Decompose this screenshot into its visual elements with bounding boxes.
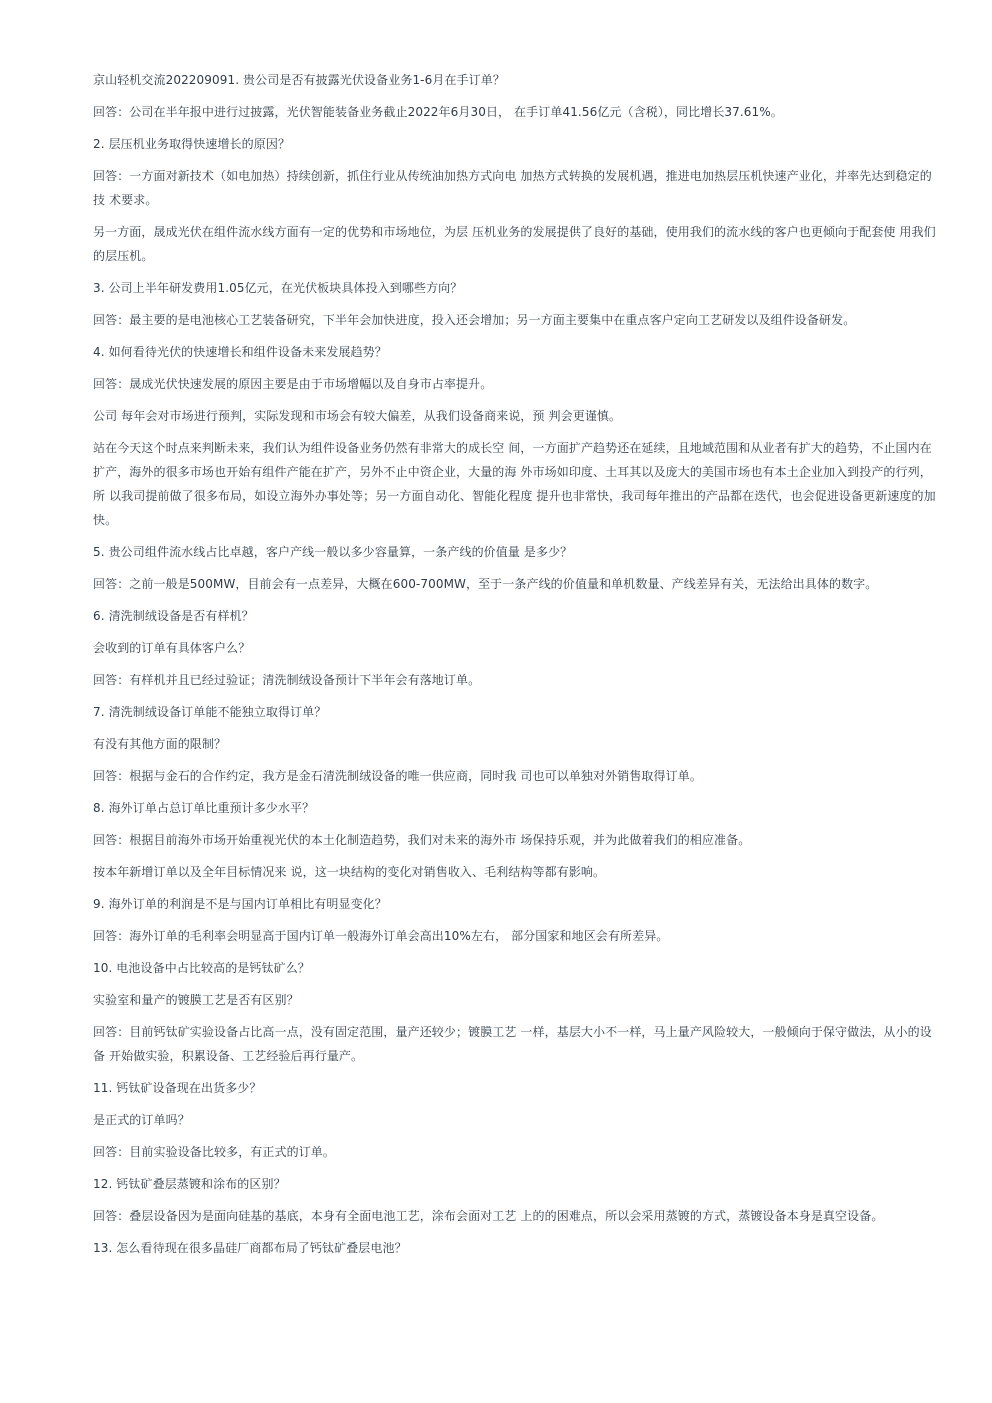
paragraph: 13. 怎么看待现在很多晶硅厂商都布局了钙钛矿叠层电池？ xyxy=(93,1241,407,1255)
paragraph: 8. 海外订单占总订单比重预计多少水平？ xyxy=(93,801,315,815)
paragraph: 回答：一方面对新技术（如电加热）持续创新，抓住行业从传统油加热方式向电 加热方式转换的发展机遇，推进电加热层压机快速产业化，并率先达到稳定的技 术要求。 xyxy=(93,169,932,207)
paragraph: 回答：根据与金石的合作约定，我方是金石清洗制绒设备的唯一供应商，同时我 司也可以单独对外销售取得订单。 xyxy=(93,769,702,783)
paragraph: 按本年新增订单以及全年目标情况来 说，这一块结构的变化对销售收入、毛利结构等都有影响。 xyxy=(93,865,606,879)
paragraph: 回答：公司在半年报中进行过披露，光伏智能装备业务截止2022年6月30日， 在手订单41.56亿元（含税），同比增长37.61%。 xyxy=(93,105,783,119)
paragraph: 11. 钙钛矿设备现在出货多少？ xyxy=(93,1081,262,1095)
paragraph: 9. 海外订单的利润是不是与国内订单相比有明显变化？ xyxy=(93,897,387,911)
paragraph: 站在今天这个时点来判断未来，我们认为组件设备业务仍然有非常大的成长空 间，一方面扩产趋势还在延续，且地域范围和从业者有扩大的趋势，不止国内在 扩产，海外的很多市场也开始有组件产能在扩产，另外不止中资企业，大量的海 外市场如印度、土耳其以及庞大的美国市场也有本土企业加入到投产的行列，所 以我司提前做了很多布局，如设立海外办事处等；另一方面自动化、智能化程度 提升也非常快，我司每年推出的产品都在迭代，也会促进设备更新速度的加快。 xyxy=(93,441,936,527)
paragraph: 回答：目前实验设备比较多，有正式的订单。 xyxy=(93,1145,336,1159)
paragraph: 回答：晟成光伏快速发展的原因主要是由于市场增幅以及自身市占率提升。 xyxy=(93,377,493,391)
paragraph: 实验室和量产的镀膜工艺是否有区别？ xyxy=(93,993,299,1007)
paragraph: 回答：有样机并且已经过验证；清洗制绒设备预计下半年会有落地订单。 xyxy=(93,673,481,687)
paragraph: 是正式的订单吗？ xyxy=(93,1113,190,1127)
paragraph: 2. 层压机业务取得快速增长的原因？ xyxy=(93,137,291,151)
paragraph: 回答：海外订单的毛利率会明显高于国内订单一般海外订单会高出10%左右， 部分国家和地区会有所差异。 xyxy=(93,929,669,943)
paragraph: 回答：根据目前海外市场开始重视光伏的本土化制造趋势，我们对未来的海外市 场保持乐观，并为此做着我们的相应准备。 xyxy=(93,833,751,847)
paragraph: 3. 公司上半年研发费用1.05亿元，在光伏板块具体投入到哪些方向？ xyxy=(93,281,463,295)
paragraph: 7. 清洗制绒设备订单能不能独立取得订单？ xyxy=(93,705,327,719)
paragraph: 会收到的订单有具体客户么？ xyxy=(93,641,251,655)
paragraph: 京山轻机交流202209091. 贵公司是否有披露光伏设备业务1-6月在手订单？ xyxy=(93,73,505,87)
paragraph: 另一方面，晟成光伏在组件流水线方面有一定的优势和市场地位，为层 压机业务的发展提供了良好的基础，使用我们的流水线的客户也更倾向于配套使 用我们的层压机。 xyxy=(93,225,936,263)
paragraph: 12. 钙钛矿叠层蒸镀和涂布的区别？ xyxy=(93,1177,286,1191)
paragraph: 回答：之前一般是500MW，目前会有一点差异，大概在600-700MW，至于一条产线的价值量和单机数量、产线差异有关，无法给出具体的数字。 xyxy=(93,577,878,591)
paragraph: 10. 电池设备中占比较高的是钙钛矿么？ xyxy=(93,961,310,975)
document-body xyxy=(93,68,939,1268)
paragraph: 有没有其他方面的限制？ xyxy=(93,737,227,751)
paragraph: 4. 如何看待光伏的快速增长和组件设备未来发展趋势？ xyxy=(93,345,387,359)
paragraph: 回答：目前钙钛矿实验设备占比高一点，没有固定范围，量产还较少；镀膜工艺 一样，基层大小不一样，马上量产风险较大，一般倾向于保守做法，从小的设备 开始做实验，积累设备、工艺经验后再行量产。 xyxy=(93,1025,932,1063)
paragraph: 6. 清洗制绒设备是否有样机？ xyxy=(93,609,254,623)
paragraph: 回答：叠层设备因为是面向硅基的基底，本身有全面电池工艺，涂布会面对工艺 上的的困难点，所以会采用蒸镀的方式，蒸镀设备本身是真空设备。 xyxy=(93,1209,884,1223)
paragraph: 5. 贵公司组件流水线占比卓越，客户产线一般以多少容量算，一条产线的价值量 是多少？ xyxy=(93,545,573,559)
paragraph: 回答：最主要的是电池核心工艺装备研究，下半年会加快进度，投入还会增加；另一方面主要集中在重点客户定向工艺研发以及组件设备研发。 xyxy=(93,313,856,327)
paragraph: 公司 每年会对市场进行预判，实际发现和市场会有较大偏差，从我们设备商来说，预 判会更谨慎。 xyxy=(93,409,622,423)
